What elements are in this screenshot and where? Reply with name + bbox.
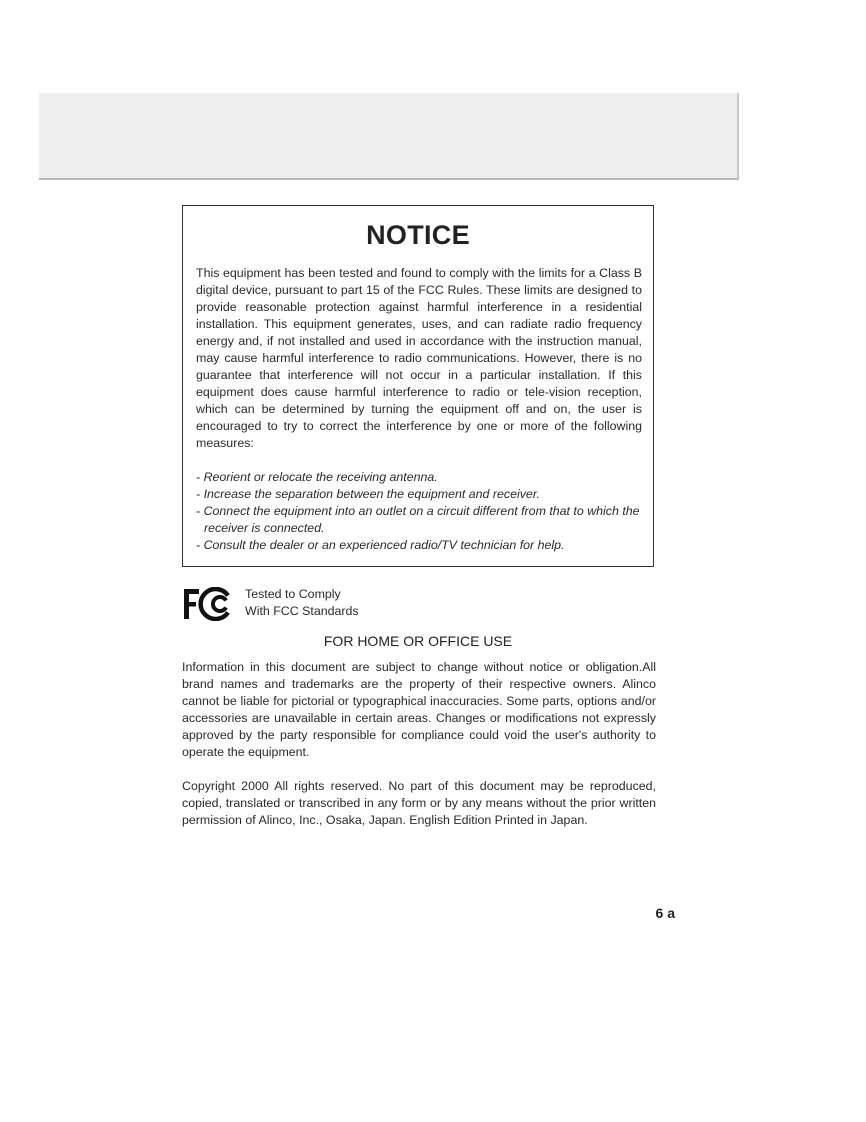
disclaimer-paragraph: Information in this document are subject to change without notice or obligation.All brand names and trademarks are the property of their respective owners. Alinco cannot be liable for pictorial or typographical inaccuracies. Some parts, options and/or accessories are unavailable in certain areas. Changes or modifications not expressly approved by the party responsible for compliance could void the user's authority to operate the equipment. <box>182 660 656 759</box>
copyright-paragraph: Copyright 2000 All rights reserved. No part of this document may be reproduced, copied, translated or transcribed in any form or by any means without the prior written permission of Alinco, Inc., Osaka, Japan. English Edition Printed in Japan. <box>182 779 656 827</box>
measure-item: - Connect the equipment into an outlet on a circuit different from that to which the receiver is connected. <box>196 504 640 535</box>
measures-list <box>196 469 646 554</box>
fcc-statement <box>245 586 359 620</box>
fcc-logo-icon <box>184 587 232 621</box>
notice-box <box>182 205 654 567</box>
measure-item: - Reorient or relocate the receiving antenna. <box>196 470 438 484</box>
measure-item: - Consult the dealer or an experienced radio/TV technician for help. <box>196 538 565 552</box>
notice-title: NOTICE <box>366 220 470 250</box>
notice-body: This equipment has been tested and found to comply with the limits for a Class B digital device, pursuant to part 15 of the FCC Rules. These limits are designed to provide reasonable protection against harmful interference in a residential installation. This equipment generates, uses, and can radiate radio frequency energy and, if not installed and used in accordance with the instruction manual, may cause harmful interference to radio communications. However, there is no guarantee that interference will not occur in a particular installation. If this equipment does cause harmful interference to radio or tele-vision reception, which can be determined by turning the equipment off and on, the user is encouraged to try to correct the interference by one or more of the following measures: <box>196 266 642 450</box>
page-number: 6 a <box>655 905 675 921</box>
header-band <box>39 93 739 180</box>
fcc-line-1: Tested to Comply <box>245 587 341 601</box>
office-use-heading: FOR HOME OR OFFICE USE <box>323 633 513 649</box>
measure-item: - Increase the separation between the equipment and receiver. <box>196 487 540 501</box>
fcc-line-2: With FCC Standards <box>245 604 359 618</box>
